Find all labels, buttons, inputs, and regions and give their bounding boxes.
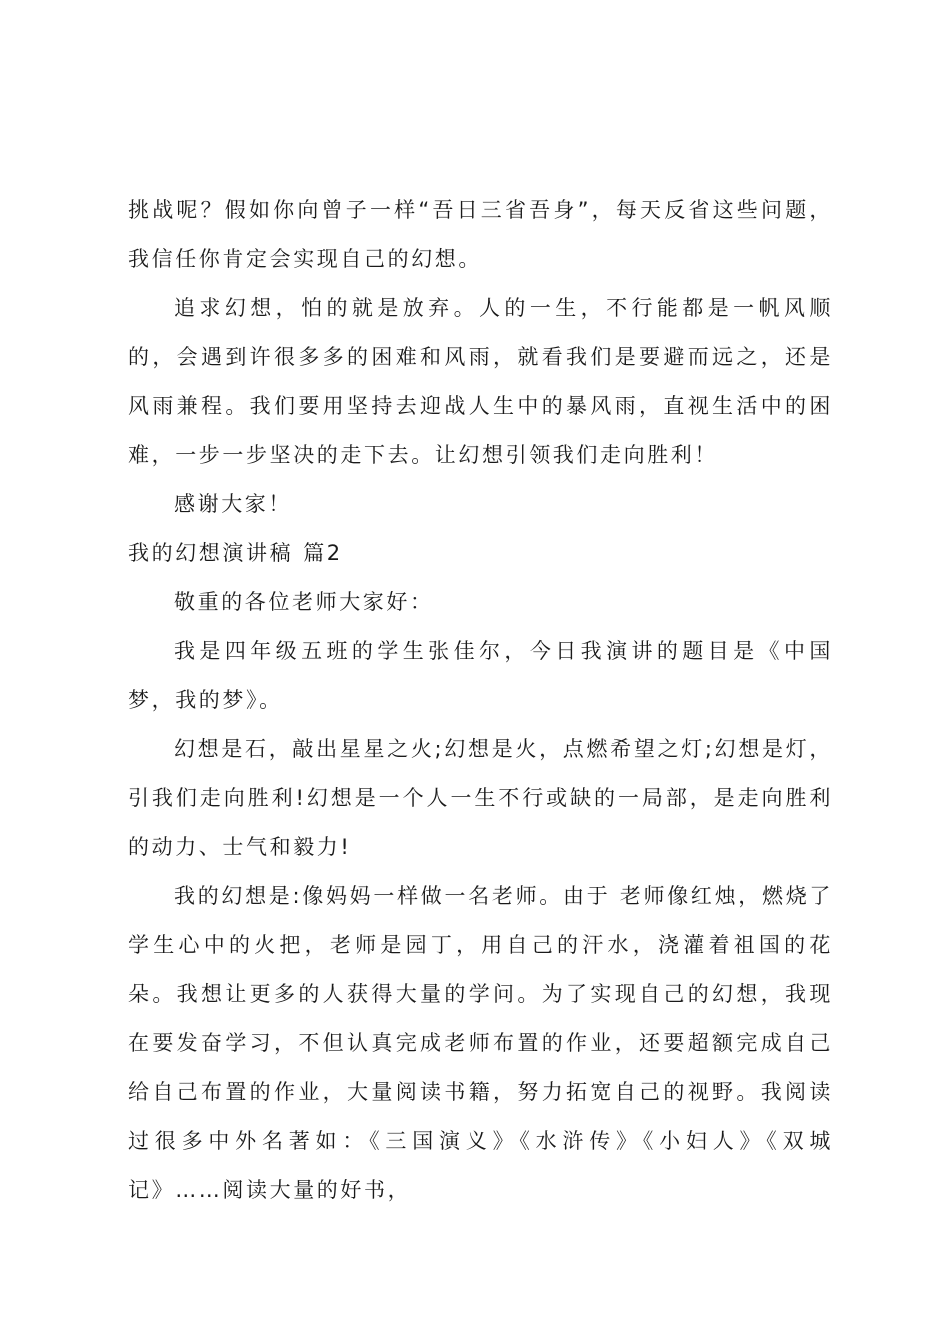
section-label: 篇2 — [303, 541, 343, 565]
paragraph-dream-metaphor: 幻想是石，敲出星星之火;幻想是火，点燃希望之灯;幻想是灯，引我们走向胜利!幻想是一个人一生不行或缺的一局部，是走向胜利的动力、士气和毅力! — [128, 737, 833, 859]
section-title: 我的幻想演讲稿 — [128, 541, 294, 565]
section-heading — [128, 529, 833, 578]
paragraph-greeting: 敬重的各位老师大家好： — [174, 590, 434, 614]
paragraph-pursuit: 追求幻想，怕的就是放弃。人的一生，不行能都是一帆风顺的，会遇到许很多多的困难和风雨，就看我们是要避而远之，还是风雨兼程。我们要用坚持去迎战人生中的暴风雨，直视生活中的困难，一步一步坚决的走下去。让幻想引领我们走向胜利！ — [128, 296, 833, 467]
paragraph-my-dream: 我的幻想是:像妈妈一样做一名老师。由于 老师像红烛，燃烧了学生心中的火把，老师是园丁，用自己的汗水，浇灌着祖国的花朵。我想让更多的人获得大量的学问。为了实现自己的幻想，我现在要发奋学习，不但认真完成老师布置的作业，还要超额完成自己给自己布置的作业，大量阅读书籍，努力拓宽自己的视野。我阅读过很多中外名著如：《三国演义》《水浒传》《小妇人》《双城记》……阅读大量的好书， — [128, 884, 833, 1202]
paragraph-thanks: 感谢大家！ — [174, 492, 292, 516]
paragraph-introduction: 我是四年级五班的学生张佳尔，今日我演讲的题目是《中国梦，我的梦》。 — [128, 639, 833, 712]
document-body — [128, 186, 833, 1215]
paragraph-continuation: 挑战呢？假如你向曾子一样“吾日三省吾身”，每天反省这些问题，我信任你肯定会实现自己的幻想。 — [128, 198, 833, 271]
